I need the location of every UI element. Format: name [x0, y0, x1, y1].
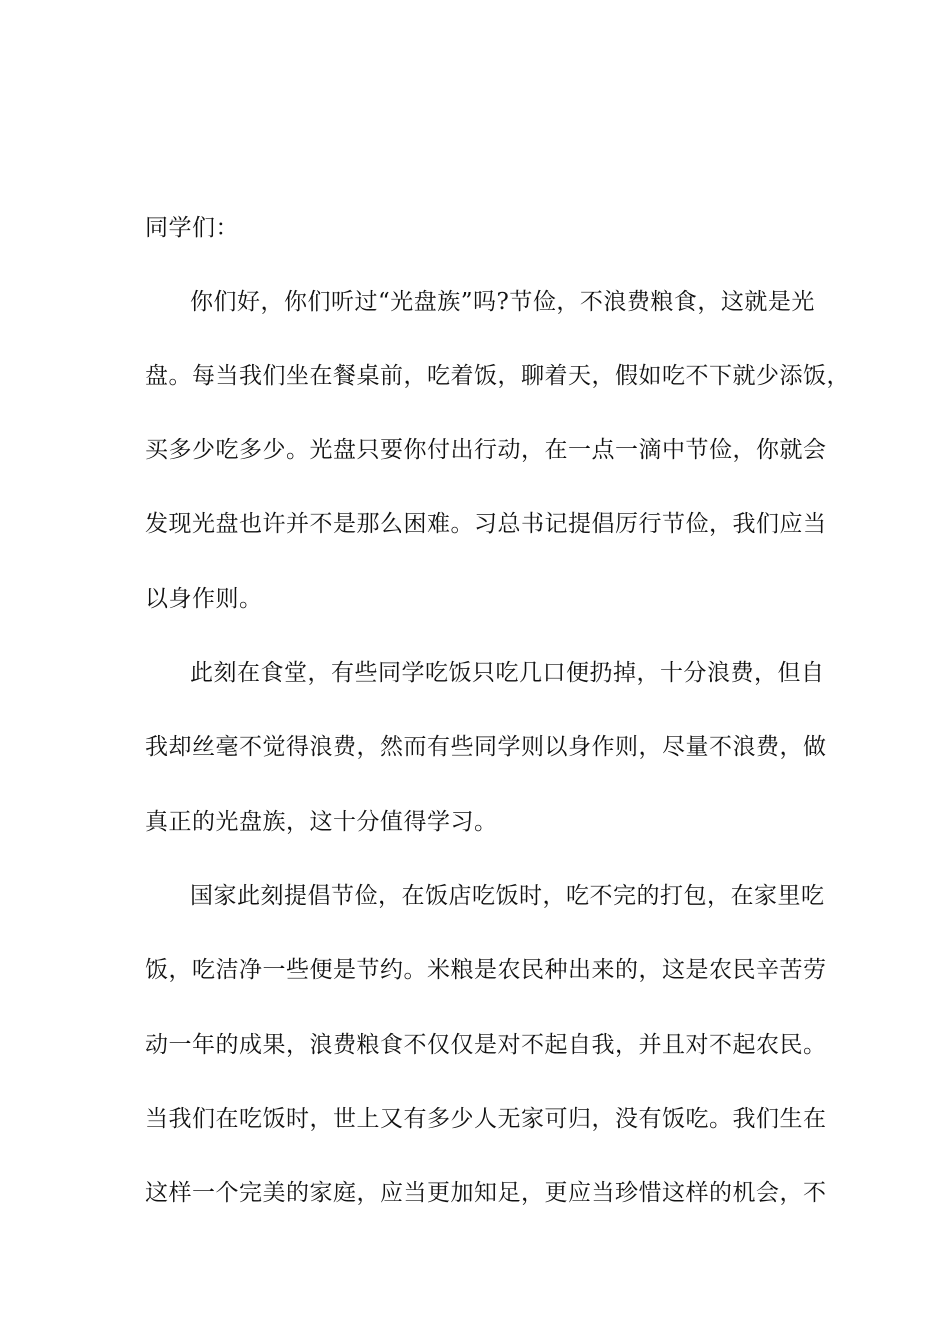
paragraph-1-line-4: 发现光盘也许并不是那么困难。习总书记提倡厉行节俭，我们应当 — [145, 511, 827, 537]
paragraph-3-line-2: 饭，吃洁净一些便是节约。米粮是农民种出来的，这是农民辛苦劳 — [145, 957, 827, 983]
paragraph-2-line-2: 我却丝毫不觉得浪费，然而有些同学则以身作则，尽量不浪费，做 — [145, 734, 827, 760]
paragraph-1-line-1: 你们好，你们听过“光盘族”吗?节俭，不浪费粮食，这就是光 — [190, 289, 815, 315]
paragraph-3-line-4: 当我们在吃饭时，世上又有多少人无家可归，没有饭吃。我们生在 — [145, 1106, 827, 1132]
paragraph-3-line-5: 这样一个完美的家庭，应当更加知足，更应当珍惜这样的机会，不 — [145, 1180, 827, 1206]
paragraph-3-line-1: 国家此刻提倡节俭，在饭店吃饭时，吃不完的打包，在家里吃 — [190, 883, 825, 909]
paragraph-1-line-2: 盘。每当我们坐在餐桌前，吃着饭，聊着天，假如吃不下就少添饭， — [145, 363, 850, 389]
paragraph-1-line-3: 买多少吃多少。光盘只要你付出行动，在一点一滴中节俭，你就会 — [145, 437, 827, 463]
paragraph-3-line-3: 动一年的成果，浪费粮食不仅仅是对不起自我，并且对不起农民。 — [145, 1032, 827, 1058]
paragraph-2-line-3: 真正的光盘族，这十分值得学习。 — [145, 809, 498, 835]
salutation: 同学们： — [145, 215, 239, 241]
paragraph-2-line-1: 此刻在食堂，有些同学吃饭只吃几口便扔掉，十分浪费，但自 — [190, 660, 825, 686]
paragraph-1-line-5: 以身作则。 — [145, 586, 263, 612]
